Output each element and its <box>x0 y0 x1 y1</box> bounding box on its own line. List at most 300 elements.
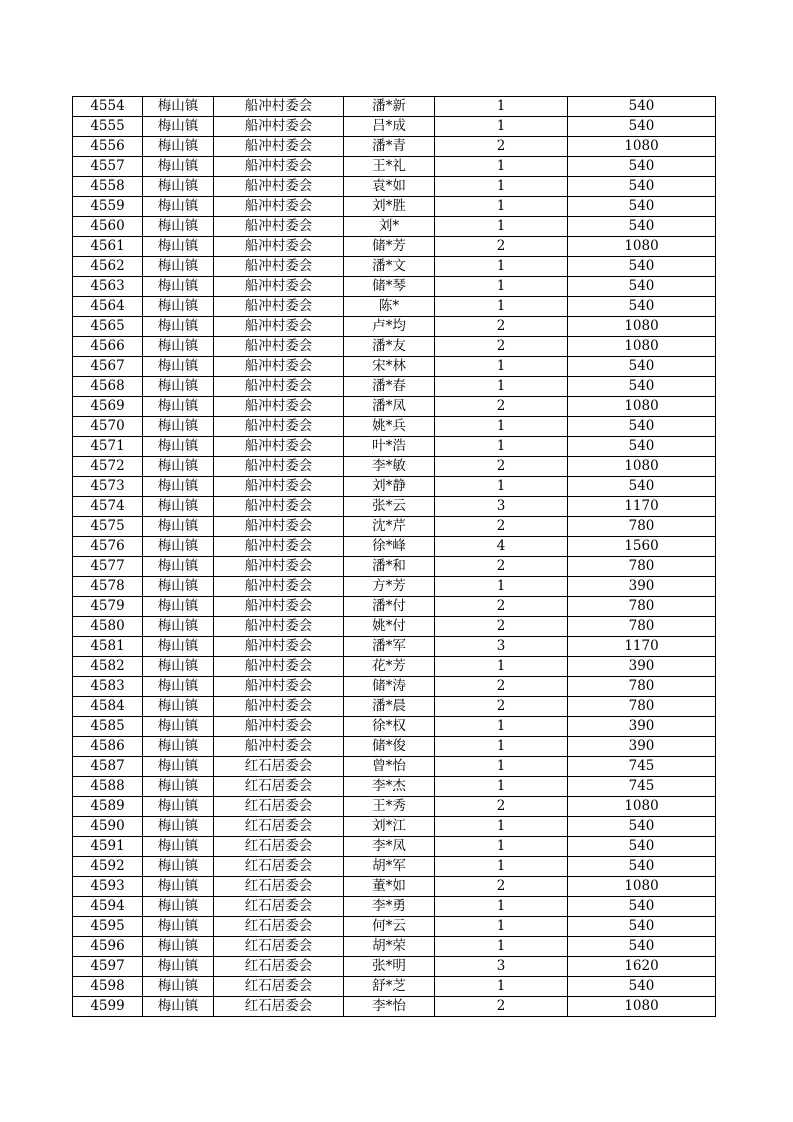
amount-cell: 745 <box>568 757 716 777</box>
amount-cell: 540 <box>568 357 716 377</box>
table-row <box>73 717 716 737</box>
town-cell: 梅山镇 <box>143 477 214 497</box>
row-number-cell: 4566 <box>73 337 143 357</box>
count-cell: 2 <box>435 617 568 637</box>
amount-cell: 540 <box>568 377 716 397</box>
table-row <box>73 257 716 277</box>
row-number-cell: 4587 <box>73 757 143 777</box>
row-number-cell: 4562 <box>73 257 143 277</box>
table-row <box>73 437 716 457</box>
name-cell: 张*云 <box>344 497 435 517</box>
town-cell: 梅山镇 <box>143 117 214 137</box>
name-cell: 潘*春 <box>344 377 435 397</box>
count-cell: 1 <box>435 437 568 457</box>
committee-cell: 船冲村委会 <box>214 637 344 657</box>
amount-cell: 780 <box>568 517 716 537</box>
table-row <box>73 317 716 337</box>
amount-cell: 540 <box>568 417 716 437</box>
table-row <box>73 477 716 497</box>
committee-cell: 船冲村委会 <box>214 677 344 697</box>
name-cell: 徐*峰 <box>344 537 435 557</box>
row-number-cell: 4565 <box>73 317 143 337</box>
row-number-cell: 4554 <box>73 97 143 117</box>
count-cell: 3 <box>435 637 568 657</box>
town-cell: 梅山镇 <box>143 437 214 457</box>
table-row <box>73 757 716 777</box>
committee-cell: 红石居委会 <box>214 917 344 937</box>
row-number-cell: 4577 <box>73 557 143 577</box>
amount-cell: 390 <box>568 737 716 757</box>
name-cell: 李*勇 <box>344 897 435 917</box>
count-cell: 1 <box>435 277 568 297</box>
name-cell: 刘*胜 <box>344 197 435 217</box>
name-cell: 何*云 <box>344 917 435 937</box>
count-cell: 1 <box>435 657 568 677</box>
table-row <box>73 277 716 297</box>
town-cell: 梅山镇 <box>143 757 214 777</box>
amount-cell: 1080 <box>568 797 716 817</box>
town-cell: 梅山镇 <box>143 577 214 597</box>
table-row <box>73 577 716 597</box>
committee-cell: 红石居委会 <box>214 897 344 917</box>
row-number-cell: 4591 <box>73 837 143 857</box>
town-cell: 梅山镇 <box>143 697 214 717</box>
committee-cell: 船冲村委会 <box>214 737 344 757</box>
town-cell: 梅山镇 <box>143 657 214 677</box>
name-cell: 潘*付 <box>344 597 435 617</box>
count-cell: 2 <box>435 997 568 1017</box>
committee-cell: 红石居委会 <box>214 857 344 877</box>
table-row <box>73 697 716 717</box>
amount-cell: 390 <box>568 717 716 737</box>
count-cell: 1 <box>435 97 568 117</box>
town-cell: 梅山镇 <box>143 597 214 617</box>
town-cell: 梅山镇 <box>143 637 214 657</box>
table-row <box>73 937 716 957</box>
name-cell: 沈*芹 <box>344 517 435 537</box>
table-row <box>73 297 716 317</box>
row-number-cell: 4579 <box>73 597 143 617</box>
committee-cell: 船冲村委会 <box>214 537 344 557</box>
table-row <box>73 497 716 517</box>
table-row <box>73 117 716 137</box>
amount-cell: 780 <box>568 617 716 637</box>
committee-cell: 船冲村委会 <box>214 437 344 457</box>
name-cell: 花*芳 <box>344 657 435 677</box>
committee-cell: 船冲村委会 <box>214 297 344 317</box>
count-cell: 2 <box>435 137 568 157</box>
count-cell: 2 <box>435 237 568 257</box>
town-cell: 梅山镇 <box>143 177 214 197</box>
name-cell: 吕*成 <box>344 117 435 137</box>
name-cell: 刘*江 <box>344 817 435 837</box>
row-number-cell: 4557 <box>73 157 143 177</box>
town-cell: 梅山镇 <box>143 917 214 937</box>
town-cell: 梅山镇 <box>143 457 214 477</box>
amount-cell: 540 <box>568 917 716 937</box>
name-cell: 储*芳 <box>344 237 435 257</box>
town-cell: 梅山镇 <box>143 957 214 977</box>
name-cell: 潘*新 <box>344 97 435 117</box>
row-number-cell: 4590 <box>73 817 143 837</box>
amount-cell: 540 <box>568 437 716 457</box>
table-row <box>73 877 716 897</box>
town-cell: 梅山镇 <box>143 197 214 217</box>
row-number-cell: 4572 <box>73 457 143 477</box>
committee-cell: 船冲村委会 <box>214 257 344 277</box>
committee-cell: 船冲村委会 <box>214 157 344 177</box>
name-cell: 袁*如 <box>344 177 435 197</box>
table-row <box>73 537 716 557</box>
committee-cell: 船冲村委会 <box>214 597 344 617</box>
town-cell: 梅山镇 <box>143 737 214 757</box>
amount-cell: 1080 <box>568 337 716 357</box>
name-cell: 储*涛 <box>344 677 435 697</box>
table-row <box>73 417 716 437</box>
row-number-cell: 4586 <box>73 737 143 757</box>
count-cell: 1 <box>435 257 568 277</box>
amount-cell: 540 <box>568 217 716 237</box>
town-cell: 梅山镇 <box>143 557 214 577</box>
committee-cell: 船冲村委会 <box>214 377 344 397</box>
committee-cell: 红石居委会 <box>214 977 344 997</box>
table-row <box>73 737 716 757</box>
table-row <box>73 777 716 797</box>
town-cell: 梅山镇 <box>143 537 214 557</box>
town-cell: 梅山镇 <box>143 717 214 737</box>
town-cell: 梅山镇 <box>143 817 214 837</box>
amount-cell: 540 <box>568 177 716 197</box>
amount-cell: 1170 <box>568 497 716 517</box>
name-cell: 张*明 <box>344 957 435 977</box>
row-number-cell: 4574 <box>73 497 143 517</box>
table-row <box>73 197 716 217</box>
name-cell: 王*礼 <box>344 157 435 177</box>
amount-cell: 540 <box>568 257 716 277</box>
row-number-cell: 4556 <box>73 137 143 157</box>
committee-cell: 船冲村委会 <box>214 417 344 437</box>
count-cell: 2 <box>435 517 568 537</box>
table-row <box>73 97 716 117</box>
committee-cell: 船冲村委会 <box>214 317 344 337</box>
table-row <box>73 357 716 377</box>
row-number-cell: 4561 <box>73 237 143 257</box>
table-row <box>73 957 716 977</box>
name-cell: 陈* <box>344 297 435 317</box>
count-cell: 2 <box>435 557 568 577</box>
amount-cell: 1080 <box>568 237 716 257</box>
town-cell: 梅山镇 <box>143 237 214 257</box>
table-row <box>73 137 716 157</box>
committee-cell: 船冲村委会 <box>214 337 344 357</box>
name-cell: 潘*军 <box>344 637 435 657</box>
row-number-cell: 4595 <box>73 917 143 937</box>
committee-cell: 红石居委会 <box>214 957 344 977</box>
committee-cell: 船冲村委会 <box>214 697 344 717</box>
town-cell: 梅山镇 <box>143 677 214 697</box>
count-cell: 1 <box>435 757 568 777</box>
name-cell: 李*敏 <box>344 457 435 477</box>
name-cell: 宋*林 <box>344 357 435 377</box>
name-cell: 叶*浩 <box>344 437 435 457</box>
name-cell: 潘*文 <box>344 257 435 277</box>
committee-cell: 船冲村委会 <box>214 577 344 597</box>
count-cell: 1 <box>435 717 568 737</box>
count-cell: 2 <box>435 317 568 337</box>
committee-cell: 船冲村委会 <box>214 97 344 117</box>
town-cell: 梅山镇 <box>143 257 214 277</box>
town-cell: 梅山镇 <box>143 137 214 157</box>
table-row <box>73 157 716 177</box>
count-cell: 1 <box>435 117 568 137</box>
table-row <box>73 977 716 997</box>
committee-cell: 船冲村委会 <box>214 197 344 217</box>
town-cell: 梅山镇 <box>143 157 214 177</box>
amount-cell: 540 <box>568 157 716 177</box>
row-number-cell: 4588 <box>73 777 143 797</box>
committee-cell: 红石居委会 <box>214 757 344 777</box>
committee-cell: 船冲村委会 <box>214 397 344 417</box>
count-cell: 1 <box>435 417 568 437</box>
count-cell: 1 <box>435 917 568 937</box>
table-row <box>73 617 716 637</box>
town-cell: 梅山镇 <box>143 337 214 357</box>
name-cell: 潘*友 <box>344 337 435 357</box>
row-number-cell: 4578 <box>73 577 143 597</box>
amount-cell: 1080 <box>568 877 716 897</box>
count-cell: 2 <box>435 797 568 817</box>
amount-cell: 540 <box>568 477 716 497</box>
table-row <box>73 637 716 657</box>
row-number-cell: 4571 <box>73 437 143 457</box>
row-number-cell: 4599 <box>73 997 143 1017</box>
row-number-cell: 4589 <box>73 797 143 817</box>
row-number-cell: 4581 <box>73 637 143 657</box>
count-cell: 1 <box>435 977 568 997</box>
count-cell: 1 <box>435 777 568 797</box>
name-cell: 董*如 <box>344 877 435 897</box>
table-row <box>73 817 716 837</box>
committee-cell: 船冲村委会 <box>214 177 344 197</box>
table-row <box>73 677 716 697</box>
table-row <box>73 597 716 617</box>
committee-cell: 红石居委会 <box>214 797 344 817</box>
row-number-cell: 4576 <box>73 537 143 557</box>
amount-cell: 780 <box>568 597 716 617</box>
name-cell: 李*怡 <box>344 997 435 1017</box>
name-cell: 潘*青 <box>344 137 435 157</box>
amount-cell: 390 <box>568 657 716 677</box>
count-cell: 1 <box>435 177 568 197</box>
row-number-cell: 4560 <box>73 217 143 237</box>
table-row <box>73 237 716 257</box>
amount-cell: 1560 <box>568 537 716 557</box>
town-cell: 梅山镇 <box>143 797 214 817</box>
amount-cell: 540 <box>568 117 716 137</box>
row-number-cell: 4559 <box>73 197 143 217</box>
name-cell: 潘*晨 <box>344 697 435 717</box>
town-cell: 梅山镇 <box>143 357 214 377</box>
row-number-cell: 4569 <box>73 397 143 417</box>
town-cell: 梅山镇 <box>143 857 214 877</box>
amount-cell: 540 <box>568 897 716 917</box>
amount-cell: 540 <box>568 937 716 957</box>
row-number-cell: 4555 <box>73 117 143 137</box>
committee-cell: 船冲村委会 <box>214 357 344 377</box>
row-number-cell: 4568 <box>73 377 143 397</box>
table-row <box>73 837 716 857</box>
row-number-cell: 4564 <box>73 297 143 317</box>
count-cell: 1 <box>435 157 568 177</box>
row-number-cell: 4580 <box>73 617 143 637</box>
town-cell: 梅山镇 <box>143 497 214 517</box>
name-cell: 李*凤 <box>344 837 435 857</box>
amount-cell: 540 <box>568 277 716 297</box>
table-row <box>73 997 716 1017</box>
name-cell: 刘* <box>344 217 435 237</box>
amount-cell: 745 <box>568 777 716 797</box>
amount-cell: 540 <box>568 977 716 997</box>
town-cell: 梅山镇 <box>143 617 214 637</box>
committee-cell: 红石居委会 <box>214 937 344 957</box>
count-cell: 1 <box>435 937 568 957</box>
table-row <box>73 917 716 937</box>
table-row <box>73 557 716 577</box>
count-cell: 3 <box>435 497 568 517</box>
amount-cell: 1080 <box>568 137 716 157</box>
name-cell: 胡*军 <box>344 857 435 877</box>
town-cell: 梅山镇 <box>143 997 214 1017</box>
row-number-cell: 4573 <box>73 477 143 497</box>
town-cell: 梅山镇 <box>143 97 214 117</box>
committee-cell: 船冲村委会 <box>214 617 344 637</box>
amount-cell: 540 <box>568 837 716 857</box>
table-row <box>73 217 716 237</box>
table-row <box>73 337 716 357</box>
count-cell: 2 <box>435 677 568 697</box>
roster-table-body <box>73 97 716 1017</box>
roster-table <box>72 96 716 1017</box>
amount-cell: 780 <box>568 697 716 717</box>
name-cell: 姚*兵 <box>344 417 435 437</box>
row-number-cell: 4596 <box>73 937 143 957</box>
row-number-cell: 4582 <box>73 657 143 677</box>
count-cell: 3 <box>435 957 568 977</box>
table-row <box>73 457 716 477</box>
town-cell: 梅山镇 <box>143 317 214 337</box>
row-number-cell: 4585 <box>73 717 143 737</box>
committee-cell: 船冲村委会 <box>214 457 344 477</box>
row-number-cell: 4592 <box>73 857 143 877</box>
town-cell: 梅山镇 <box>143 217 214 237</box>
count-cell: 2 <box>435 397 568 417</box>
town-cell: 梅山镇 <box>143 277 214 297</box>
count-cell: 2 <box>435 597 568 617</box>
count-cell: 1 <box>435 297 568 317</box>
count-cell: 4 <box>435 537 568 557</box>
amount-cell: 1080 <box>568 457 716 477</box>
document-page <box>72 96 715 1017</box>
row-number-cell: 4575 <box>73 517 143 537</box>
row-number-cell: 4584 <box>73 697 143 717</box>
town-cell: 梅山镇 <box>143 777 214 797</box>
row-number-cell: 4598 <box>73 977 143 997</box>
town-cell: 梅山镇 <box>143 297 214 317</box>
name-cell: 方*芳 <box>344 577 435 597</box>
row-number-cell: 4583 <box>73 677 143 697</box>
committee-cell: 船冲村委会 <box>214 517 344 537</box>
committee-cell: 船冲村委会 <box>214 217 344 237</box>
town-cell: 梅山镇 <box>143 977 214 997</box>
count-cell: 1 <box>435 197 568 217</box>
committee-cell: 红石居委会 <box>214 877 344 897</box>
amount-cell: 1080 <box>568 397 716 417</box>
amount-cell: 1170 <box>568 637 716 657</box>
town-cell: 梅山镇 <box>143 377 214 397</box>
committee-cell: 红石居委会 <box>214 997 344 1017</box>
name-cell: 潘*凤 <box>344 397 435 417</box>
row-number-cell: 4594 <box>73 897 143 917</box>
amount-cell: 540 <box>568 817 716 837</box>
committee-cell: 船冲村委会 <box>214 237 344 257</box>
committee-cell: 船冲村委会 <box>214 657 344 677</box>
table-row <box>73 797 716 817</box>
row-number-cell: 4567 <box>73 357 143 377</box>
committee-cell: 红石居委会 <box>214 837 344 857</box>
count-cell: 1 <box>435 737 568 757</box>
amount-cell: 540 <box>568 197 716 217</box>
amount-cell: 780 <box>568 677 716 697</box>
amount-cell: 540 <box>568 97 716 117</box>
name-cell: 胡*荣 <box>344 937 435 957</box>
count-cell: 1 <box>435 817 568 837</box>
row-number-cell: 4558 <box>73 177 143 197</box>
count-cell: 1 <box>435 577 568 597</box>
count-cell: 2 <box>435 457 568 477</box>
count-cell: 1 <box>435 897 568 917</box>
committee-cell: 红石居委会 <box>214 817 344 837</box>
name-cell: 潘*和 <box>344 557 435 577</box>
row-number-cell: 4563 <box>73 277 143 297</box>
name-cell: 姚*付 <box>344 617 435 637</box>
table-row <box>73 897 716 917</box>
amount-cell: 780 <box>568 557 716 577</box>
table-row <box>73 657 716 677</box>
amount-cell: 1620 <box>568 957 716 977</box>
table-row <box>73 397 716 417</box>
count-cell: 1 <box>435 857 568 877</box>
table-row <box>73 177 716 197</box>
row-number-cell: 4593 <box>73 877 143 897</box>
count-cell: 1 <box>435 837 568 857</box>
count-cell: 2 <box>435 877 568 897</box>
name-cell: 王*秀 <box>344 797 435 817</box>
table-row <box>73 377 716 397</box>
name-cell: 徐*权 <box>344 717 435 737</box>
name-cell: 舒*芝 <box>344 977 435 997</box>
name-cell: 曾*怡 <box>344 757 435 777</box>
town-cell: 梅山镇 <box>143 837 214 857</box>
row-number-cell: 4570 <box>73 417 143 437</box>
committee-cell: 船冲村委会 <box>214 557 344 577</box>
committee-cell: 船冲村委会 <box>214 477 344 497</box>
name-cell: 卢*均 <box>344 317 435 337</box>
table-row <box>73 517 716 537</box>
count-cell: 2 <box>435 697 568 717</box>
town-cell: 梅山镇 <box>143 877 214 897</box>
amount-cell: 1080 <box>568 997 716 1017</box>
town-cell: 梅山镇 <box>143 397 214 417</box>
